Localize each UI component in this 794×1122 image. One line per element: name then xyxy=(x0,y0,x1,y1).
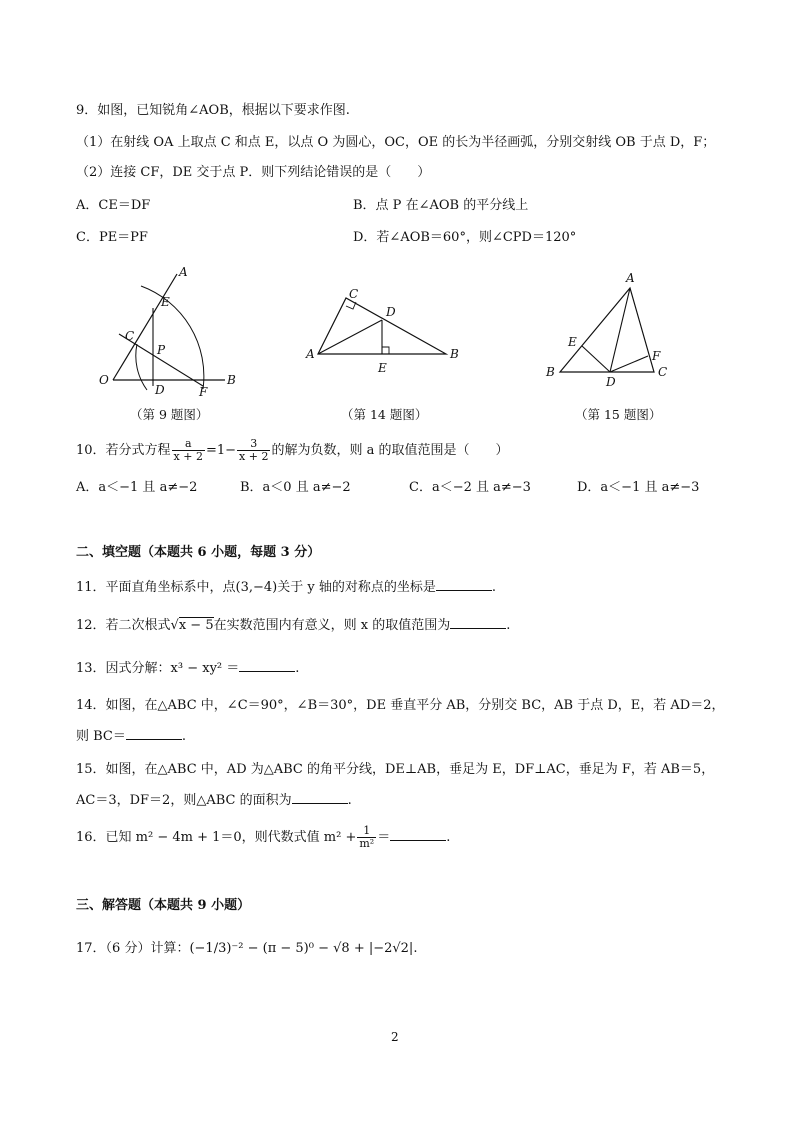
fig9-label-c: C xyxy=(125,329,135,343)
q10-fraction-1 xyxy=(172,438,205,463)
q10-option-a: A．a＜−1 且 a≠−2 xyxy=(76,480,198,495)
fig9-label-p: P xyxy=(157,343,166,357)
figure-15-caption: （第 15 题图） xyxy=(575,407,662,422)
q11-answer-blank[interactable] xyxy=(436,578,492,591)
fig15-label-f: F xyxy=(652,349,661,363)
figure-14-caption: （第 14 题图） xyxy=(341,407,428,422)
q16-answer-blank[interactable] xyxy=(390,828,446,841)
q9-stem: 9．如图，已知锐角∠AOB，根据以下要求作图. xyxy=(76,103,350,118)
q10-option-d: D．a＜−1 且 a≠−3 xyxy=(577,480,700,495)
q16-frac-numerator: 1 xyxy=(357,825,376,838)
q10-frac2-numerator: 3 xyxy=(237,438,270,451)
q17-line xyxy=(76,940,417,958)
q10-option-c: C．a＜−2 且 a≠−3 xyxy=(409,480,531,495)
fig15-label-a: A xyxy=(626,271,635,285)
q10-option-b: B．a＜0 且 a≠−2 xyxy=(240,480,351,495)
q12-answer-blank[interactable] xyxy=(450,616,506,629)
section-2-heading: 二、填空题（本题共 6 小题，每题 3 分） xyxy=(76,545,321,560)
fig15-label-c: C xyxy=(658,365,668,379)
q17-expression: (−1/3)⁻² − (π − 5)⁰ − √8 + |−2√2|. xyxy=(189,941,418,956)
fig9-label-a: A xyxy=(179,265,188,279)
q14-line2-text: 则 BC＝ xyxy=(76,729,126,744)
figure-15 xyxy=(540,268,680,392)
q12-radicand: x − 5 xyxy=(178,618,214,633)
q13-answer-blank[interactable] xyxy=(239,659,295,672)
q10-frac1-numerator: a xyxy=(172,438,205,451)
q14-line2: 则 BC＝ . xyxy=(76,729,187,744)
q10-fraction-2 xyxy=(237,438,270,463)
fig14-label-e: E xyxy=(378,361,387,375)
q15-line2-text: AC＝3，DF＝2，则△ABC 的面积为 xyxy=(76,793,292,808)
figure-14 xyxy=(300,282,470,382)
q9-step2: （2）连接 CF，DE 交于点 P．则下列结论错误的是（ ） xyxy=(76,165,431,180)
fig14-label-d: D xyxy=(386,305,396,319)
q11-line: 11．平面直角坐标系中，点(3,−4)关于 y 轴的对称点的坐标是 . xyxy=(76,580,497,595)
fig14-label-c: C xyxy=(349,287,359,301)
section-3-heading: 三、解答题（本题共 9 小题） xyxy=(76,898,251,913)
figure-9-caption: （第 9 题图） xyxy=(130,407,209,422)
sqrt-symbol: √ xyxy=(170,618,179,633)
q16-suffix: ＝ xyxy=(377,830,391,845)
q16-fraction xyxy=(357,825,376,850)
fig15-label-e: E xyxy=(568,335,577,349)
q15-line1: 15．如图，在△ABC 中，AD 为△ABC 的角平分线，DE⊥AB，垂足为 E，DF⊥AC，垂足为 F，若 AB＝5， xyxy=(76,762,715,777)
q12-prefix: 12．若二次根式 xyxy=(76,618,171,633)
q14-line1: 14．如图，在△ABC 中，∠C＝90°，∠B＝30°，DE 垂直平分 AB，分别交 BC，AB 于点 D，E，若 AD＝2， xyxy=(76,698,725,713)
q15-line2: AC＝3，DF＝2，则△ABC 的面积为 . xyxy=(76,793,352,808)
q9-option-d: D．若∠AOB＝60°，则∠CPD＝120° xyxy=(353,230,577,245)
q17-prefix: 17．（6 分）计算： xyxy=(76,941,190,956)
fig9-label-f: F xyxy=(199,385,208,399)
q10-stem xyxy=(76,438,508,464)
q9-step1: （1）在射线 OA 上取点 C 和点 E，以点 O 为圆心，OC，OE 的长为半径画弧，分别交射线 OB 于点 D，F； xyxy=(76,135,716,150)
q10-suffix: 的解为负数，则 a 的取值范围是（ ） xyxy=(271,443,509,458)
q9-option-b: B．点 P 在∠AOB 的平分线上 xyxy=(353,198,529,213)
page-number: 2 xyxy=(391,1030,399,1044)
q15-answer-blank[interactable] xyxy=(292,791,348,804)
q9-option-c: C．PE＝PF xyxy=(76,230,148,245)
q13-line: 13．因式分解：x³ − xy² ＝ . xyxy=(76,661,300,676)
q13-prefix: 13．因式分解：x³ − xy² ＝ xyxy=(76,661,240,676)
fig14-label-a: A xyxy=(306,347,315,361)
q12-suffix: 在实数范围内有意义，则 x 的取值范围为 xyxy=(213,618,451,633)
fig14-label-b: B xyxy=(450,347,459,361)
fig15-label-d: D xyxy=(606,375,616,389)
q10-frac2-denominator: x + 2 xyxy=(239,450,269,463)
q14-answer-blank[interactable] xyxy=(126,727,182,740)
fig9-label-b: B xyxy=(227,373,236,387)
q10-mid: =1− xyxy=(205,443,237,458)
q11-text: 11．平面直角坐标系中，点(3,−4)关于 y 轴的对称点的坐标是 xyxy=(76,580,436,595)
fig9-label-o: O xyxy=(99,373,109,387)
fig9-label-e: E xyxy=(161,295,170,309)
fig15-label-b: B xyxy=(546,365,555,379)
figure-9 xyxy=(95,262,255,402)
fig9-label-d: D xyxy=(155,383,165,397)
q9-option-a: A．CE＝DF xyxy=(76,198,151,213)
q16-frac-denominator: m² xyxy=(359,837,375,850)
q10-prefix: 10．若分式方程 xyxy=(76,443,171,458)
q16-prefix: 16．已知 m² − 4m + 1＝0，则代数式值 m² + xyxy=(76,830,357,845)
q12-line: 12．若二次根式√x − 5在实数范围内有意义，则 x 的取值范围为 . xyxy=(76,618,511,633)
q16-line: 16．已知 m² − 4m + 1＝0，则代数式值 m² + $\frac{1}{\text{m²}}$ ＝ . xyxy=(76,824,451,850)
q10-frac1-denominator: x + 2 xyxy=(173,450,203,463)
